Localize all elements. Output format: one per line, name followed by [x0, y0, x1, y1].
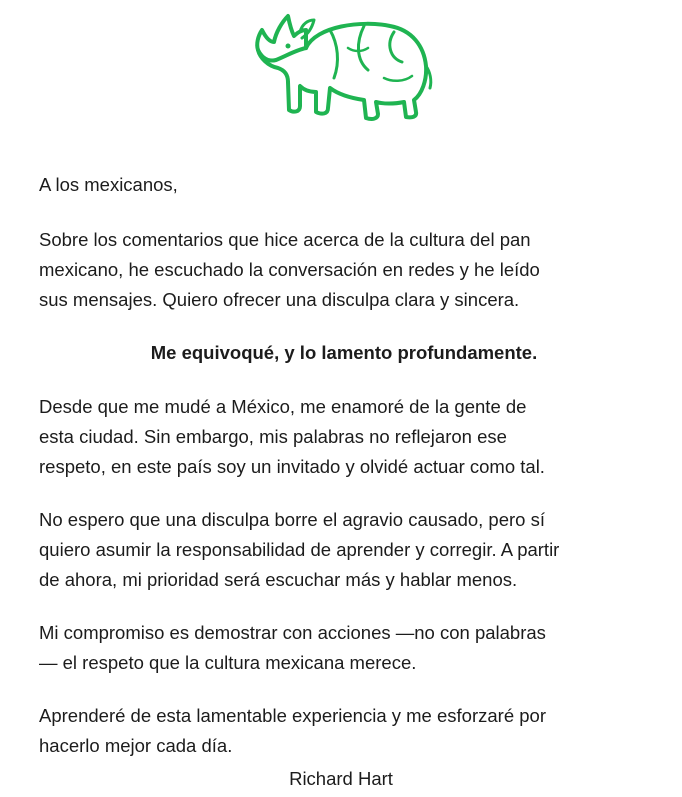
letter-paragraph-5: Aprenderé de esta lamentable experiencia y me esforzaré por hacerlo mejor cada día. [39, 705, 546, 756]
letter-paragraph-4: Mi compromiso es demostrar con acciones —no con palabras — el respeto que la cultura mexicana merece. [39, 622, 546, 673]
rhinoceros-icon [244, 8, 438, 126]
rhinoceros-logo [244, 8, 438, 126]
letter-signature: Richard Hart [289, 768, 393, 789]
letter-paragraph-3: No espero que una disculpa borre el agravio causado, pero sí quiero asumir la responsabilidad de aprender y corregir. A partir de ahora, mi prioridad será escuchar más y hablar menos. [39, 509, 560, 590]
letter-paragraph-2: Desde que me mudé a México, me enamoré de la gente de esta ciudad. Sin embargo, mis palabras no reflejaron ese respeto, en este país soy un invitado y olvidé actuar como tal. [39, 396, 545, 477]
letter-headline: Me equivoqué, y lo lamento profundamente. [150, 342, 538, 363]
letter-greeting: A los mexicanos, [39, 174, 178, 195]
apology-letter [39, 170, 649, 784]
letter-paragraph-1: Sobre los comentarios que hice acerca de la cultura del pan mexicano, he escuchado la conversación en redes y he leído sus mensajes. Quiero ofrecer una disculpa clara y sincera. [39, 229, 540, 310]
